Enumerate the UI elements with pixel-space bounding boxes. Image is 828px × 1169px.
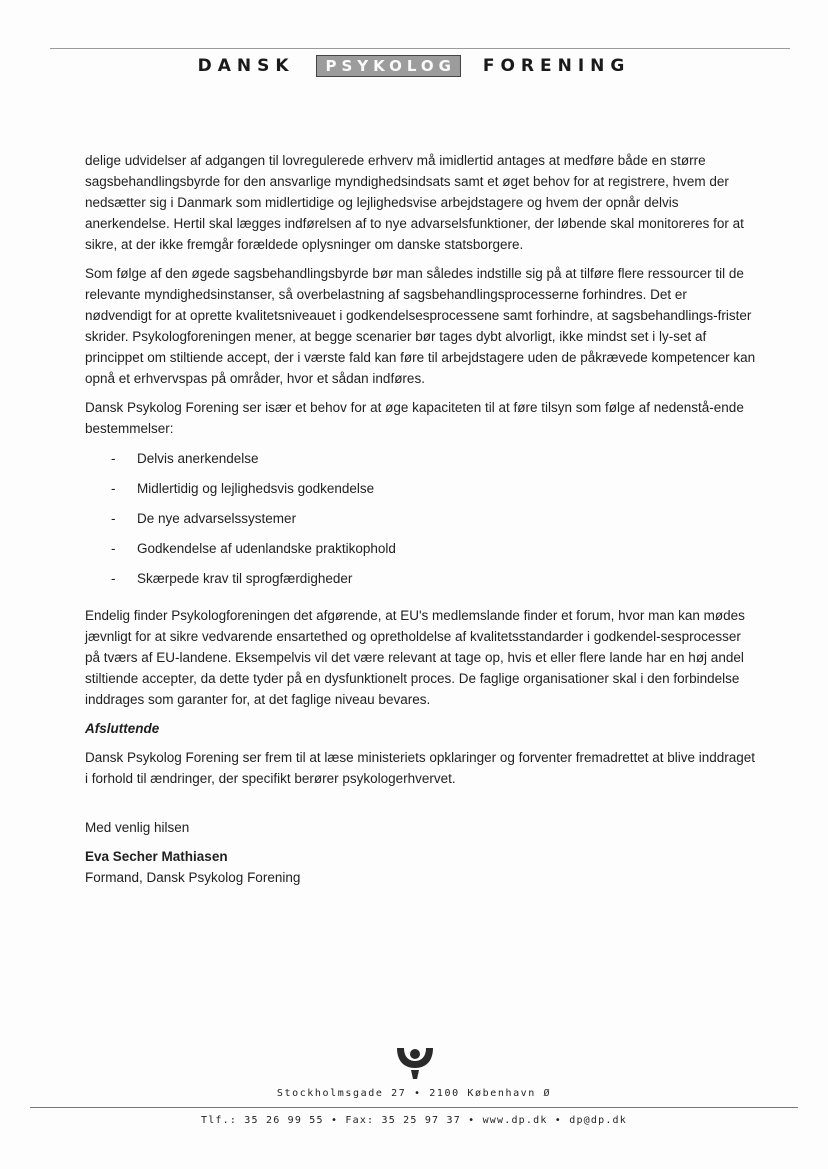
letterhead-boxed-word: PSYKOLOG <box>316 55 460 77</box>
bullet-dash: - <box>111 451 116 466</box>
letterhead-top-rule <box>50 48 790 49</box>
letterhead-right: FORENING <box>482 56 631 76</box>
list-item-text: De nye advarselssystemer <box>137 511 297 526</box>
body-paragraph-4: Endelig finder Psykologforeningen det afgørende, at EU's medlemslande finder et forum, hvor man kan mødes jævnligt for at sikre vedvarende ensartethed og opretholdelse af kvalitetsstandarder i godkendel-sesprocesser på tværs af EU-landene. Eksempelvis vil det være relevant at tage op, hvis et eller flere lande har en høj andel stiltiende accepter, da dette tyder på en dysfunktionelt proces. De faglige organisationer skal i den forbindelse inddrages som garanter for, at det faglige niveau bevares. <box>85 608 745 707</box>
footer-rule <box>30 1107 798 1108</box>
body-paragraph-3: Dansk Psykolog Forening ser især et behov for at øge kapaciteten til at føre tilsyn som følge af nedenstå-ende bestemmelser: <box>85 400 744 436</box>
list-item-text: Skærpede krav til sprogfærdigheder <box>137 571 353 586</box>
signature-greeting: Med venlig hilsen <box>85 820 190 835</box>
closing-heading: Afsluttende <box>85 721 160 736</box>
signature-title: Formand, Dansk Psykolog Forening <box>85 870 301 885</box>
list-item-text: Midlertidig og lejlighedsvis godkendelse <box>137 481 375 496</box>
list-item <box>85 567 757 597</box>
closing-paragraph: Dansk Psykolog Forening ser frem til at læse ministeriets opklaringer og forventer fremadrettet at blive inddraget i forhold til ændringer, der specifikt berører psykologerhvervet. <box>85 750 756 786</box>
body-paragraph-2: Som følge af den øgede sagsbehandlingsbyrde bør man således indstille sig på at tilføre flere ressourcer til de relevante myndighedsinstanser, så overbelastning af sagsbehandlingsprocesserne forhindres. Det er nødvendigt for at oprette kvalitetsniveauet i godkendelsesprocessene samt forhindre, at sagsbehandlings-frister skrider. Psykologforeningen mener, at begge scenarier bør tages dybt alvorligt, ikke mindst set i ly-set af princippet om stiltiende accept, der i værste fald kan føre til arbejdstagere uden de påkrævede kompetencer kan opnå et erhvervspas på områder, hvor et sådan indføres. <box>85 266 756 386</box>
letterhead-left: DANSK <box>197 56 295 76</box>
footer-address: Stockholmsgade 27 • 2100 København Ø <box>276 1088 552 1099</box>
provisions-list <box>85 447 757 597</box>
bullet-dash: - <box>111 511 116 526</box>
body-paragraph-1: delige udvidelser af adgangen til lovregulerede erhverv må imidlertid antages at medføre både en større sagsbehandlingsbyrde for den ansvarlige myndighedsindsats samt et øget behov for at registrere, hvem der nedsætter sig i Danmark som midlertidige og lejlighedsvise arbejdstagere og hvem der opnår delvis anerkendelse. Hertil skal lægges indførelsen af to nye advarselsfunktioner, der løbende skal monitoreres for at sikre, at der ikke fremgår forældede oplysninger om danske statsborgere. <box>85 153 744 252</box>
signature-name: Eva Secher Mathiasen <box>85 849 228 864</box>
bullet-dash: - <box>111 541 116 556</box>
list-item <box>85 477 757 507</box>
bullet-dash: - <box>111 481 116 496</box>
list-item-text: Godkendelse af udenlandske praktikophold <box>137 541 396 556</box>
organization-logo-icon <box>395 1046 435 1080</box>
list-item-text: Delvis anerkendelse <box>137 451 259 466</box>
list-item <box>85 507 757 537</box>
letter-body <box>85 150 757 888</box>
list-item <box>85 447 757 477</box>
list-item <box>85 537 757 567</box>
bullet-dash: - <box>111 571 116 586</box>
letterhead <box>0 54 828 78</box>
footer-contact: Tlf.: 35 26 99 55 • Fax: 35 25 97 37 • www.dp.dk • dp@dp.dk <box>200 1115 627 1126</box>
